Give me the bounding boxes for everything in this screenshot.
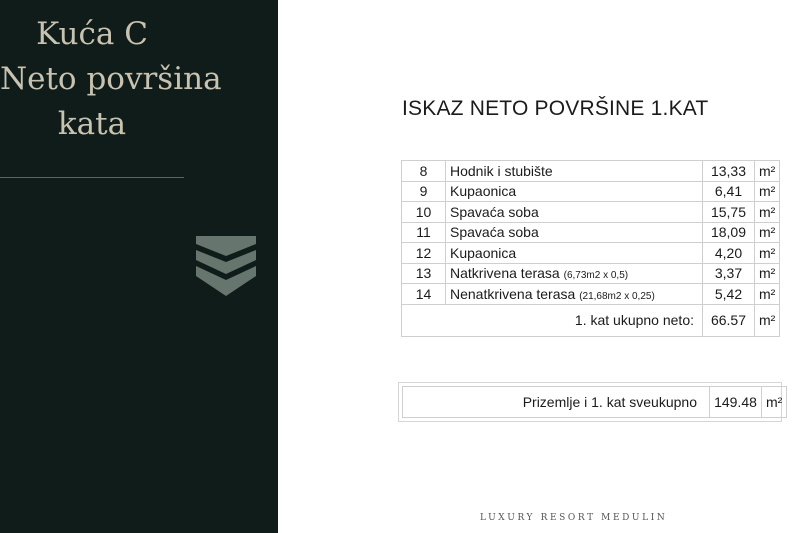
room-name-cell [446,263,703,284]
room-area: 15,75 [703,202,755,223]
room-unit: m² [755,181,780,202]
room-area: 6,41 [703,181,755,202]
area-table [401,160,780,337]
room-name-cell [446,181,703,202]
room-number: 12 [402,243,446,264]
total-label: 1. kat ukupno neto: [402,304,703,336]
room-name: Hodnik i stubište [450,162,553,179]
room-name-cell [446,222,703,243]
room-name-cell [446,243,703,264]
room-unit: m² [755,243,780,264]
footer-brand: LUXURY RESORT MEDULIN [480,513,668,523]
room-name: Kupaonica [450,244,517,261]
table-row [402,284,780,305]
heading-line: kata [57,106,127,142]
room-number: 11 [402,222,446,243]
room-name-cell [446,284,703,305]
page-heading [0,12,222,147]
table-row [402,202,780,223]
room-name: Nenatkrivena terasa [450,285,576,302]
room-number: 13 [402,263,446,284]
room-unit: m² [755,263,780,284]
grand-total-label: Prizemlje i 1. kat sveukupno [403,387,710,418]
table-row [402,263,780,284]
room-area: 5,42 [703,284,755,305]
room-name: Kupaonica [450,183,517,200]
room-name-cell [446,202,703,223]
table-row [402,161,780,182]
room-unit: m² [755,222,780,243]
room-area: 3,37 [703,263,755,284]
total-value: 66.57 [703,304,755,336]
room-area: 4,20 [703,243,755,264]
room-name: Natkrivena terasa [450,265,560,282]
grand-total-table [402,386,787,418]
table-row [402,181,780,202]
total-row [402,304,780,336]
room-name: Spavaća soba [450,224,539,241]
triple-chevron-down-icon[interactable] [196,236,256,298]
room-unit: m² [755,284,780,305]
table-row [402,222,780,243]
room-area: 13,33 [703,161,755,182]
document-title: ISKAZ NETO POVRŠINE 1.KAT [402,97,709,120]
grand-total-value: 149.48 [710,387,762,418]
heading-line: Kuća C [36,16,148,52]
total-unit: m² [755,304,780,336]
heading-line: Neto površina [0,61,222,97]
grand-total-row [403,387,787,418]
room-note: (21,68m2 x 0,25) [579,290,655,302]
room-number: 10 [402,202,446,223]
table-row [402,243,780,264]
left-panel [0,0,278,533]
heading-divider [0,177,184,178]
room-number: 9 [402,181,446,202]
room-name: Spavaća soba [450,203,539,220]
room-name-cell [446,161,703,182]
room-unit: m² [755,202,780,223]
room-number: 14 [402,284,446,305]
room-unit: m² [755,161,780,182]
grand-total-unit: m² [762,387,787,418]
room-area: 18,09 [703,222,755,243]
room-number: 8 [402,161,446,182]
room-note: (6,73m2 x 0,5) [563,270,629,282]
